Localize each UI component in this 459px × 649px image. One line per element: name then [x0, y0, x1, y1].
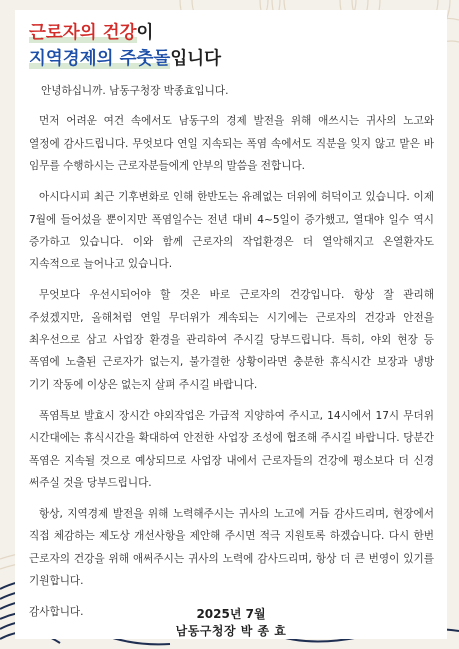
paragraph: 폭염특보 발효시 장시간 야외작업은 가급적 지양하여 주시고, 14시에서 17시 무더위 시간대에는 휴식시간을 확대하여 안전한 사업장 조성에 협조해 주시길 바랍니다. 당분간 폭염은 지속될 것으로 예상되므로 사업장 내에서 근로자들의 건강에 평소보다 더 신경 써주실 것을 당부드립니다.	[29, 409, 434, 489]
paragraph: 항상, 지역경제 발전을 위해 노력해주시는 귀사의 노고에 거듭 감사드리며, 현장에서 직접 체감하는 제도상 개선사항을 제안해 주시면 적극 지원토록 하겠습니다. 다시 한번 근로자의 건강을 위해 애써주시는 귀사의 노력에 감사드리며, 항상 더 큰 번영이 있기를 기원합니다.	[29, 507, 434, 588]
closing-text: 감사합니다.	[29, 606, 84, 619]
letter-body	[29, 80, 434, 623]
title-line-2-suffix: 입니다	[170, 49, 222, 69]
title-line-1	[29, 20, 221, 46]
paragraph: 아시다시피 최근 기후변화로 인해 한반도는 유례없는 더위에 허덕이고 있습니다. 이제 7월에 들어섰을 뿐이지만 폭염일수는 전년 대비 4~5일이 증가했고, 열대야 일수 역시 증가하고 있습니다. 이와 함께 근로자의 작업환경은 더 열악해지고 온열환자도 지속적으로 늘어나고 있습니다.	[29, 191, 434, 271]
letter-date: 2025년 7월	[196, 607, 266, 621]
letter-card	[15, 10, 447, 639]
signer-name: 남동구청장 박 종 효	[175, 624, 287, 638]
title-line-2	[29, 46, 221, 72]
paragraph: 무엇보다 우선시되어야 할 것은 바로 근로자의 건강입니다. 항상 잘 관리해 주셨겠지만, 올해처럼 연일 무더위가 계속되는 시기에는 근로자의 건강과 안전을 최우선으로 삼고 사업장 환경을 관리하여 주시길 당부드립니다. 특히, 야외 현장 등 폭염에 노출된 근로자가 없는지, 불가결한 상황이라면 충분한 휴식시간 보장과 냉방 기기 작동에 이상은 없는지 살펴 주시길 바랍니다.	[29, 289, 434, 391]
letter-title	[29, 20, 221, 72]
paragraph: 먼저 어려운 여건 속에서도 남동구의 경제 발전을 위해 애쓰시는 귀사의 노고와 열정에 감사드립니다. 무엇보다 연일 지속되는 폭염 속에서도 직분을 잊지 않고 맡은 바 임무를 수행하시는 근로자분들에게 안부의 말씀을 전합니다.	[29, 115, 434, 173]
title-highlight-economy: 지역경제의 주춧돌	[29, 49, 171, 69]
greeting-text: 안녕하십니까. 남동구청장 박종효입니다.	[41, 85, 229, 97]
title-highlight-health: 근로자의 건강	[29, 23, 137, 43]
title-line-1-suffix: 이	[136, 23, 154, 43]
